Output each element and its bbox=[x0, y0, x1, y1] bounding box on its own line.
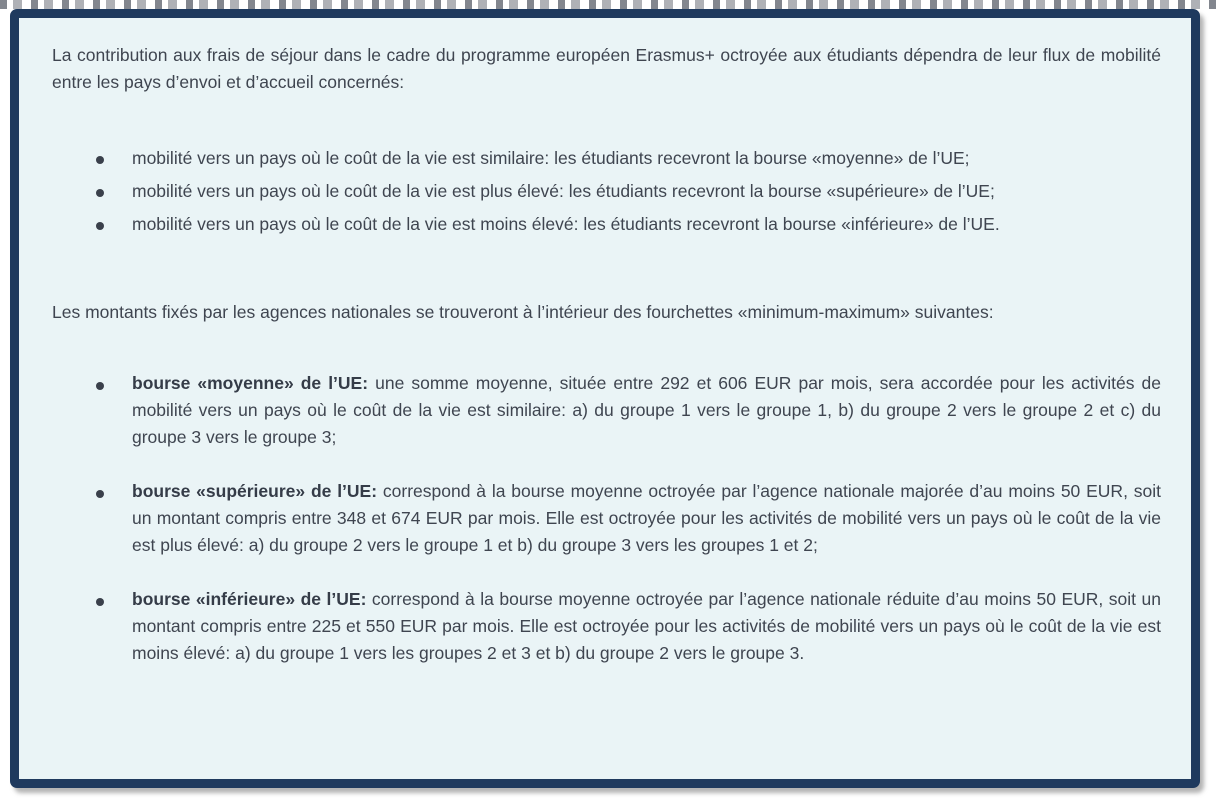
cropped-text-strip bbox=[0, 0, 1216, 9]
list-item-text: mobilité vers un pays où le coût de la vie est moins élevé: les étudiants recevront la bourse «inférieure» de l’UE. bbox=[132, 214, 1000, 234]
list-item bbox=[52, 142, 1161, 175]
mobility-flux-list bbox=[52, 142, 1161, 241]
grant-description: une somme moyenne, située entre 292 et 606 EUR par mois, sera accordée pour les activités de mobilité vers un pays où le coût de la vie est similaire: a) du groupe 1 vers le groupe 1, b) du groupe 2 vers le groupe 2 et c) du groupe 3 vers le groupe 3; bbox=[132, 373, 1161, 447]
bullet-icon bbox=[96, 189, 104, 197]
list-item bbox=[52, 586, 1161, 667]
grant-name-bold: bourse «inférieure» de l’UE: bbox=[132, 589, 367, 609]
grant-ranges-list bbox=[52, 370, 1161, 667]
list-item-text: mobilité vers un pays où le coût de la vie est plus élevé: les étudiants recevront la bourse «supérieure» de l’UE; bbox=[132, 181, 995, 201]
erasmus-grant-info-panel bbox=[10, 9, 1200, 788]
list-item bbox=[52, 208, 1161, 241]
grant-name-bold: bourse «moyenne» de l’UE: bbox=[132, 373, 369, 393]
ranges-paragraph: Les montants fixés par les agences nationales se trouveront à l’intérieur des fourchettes «minimum-maximum» suivantes: bbox=[52, 302, 994, 322]
list-item bbox=[52, 478, 1161, 559]
bullet-icon bbox=[96, 382, 104, 390]
bullet-icon bbox=[96, 490, 104, 498]
bullet-icon bbox=[96, 222, 104, 230]
bullet-icon bbox=[96, 598, 104, 606]
list-item bbox=[52, 175, 1161, 208]
grant-description: correspond à la bourse moyenne octroyée par l’agence nationale réduite d’au moins 50 EUR, soit un montant compris entre 225 et 550 EUR par mois. Elle est octroyée pour les activités de mobilité vers un pays où le coût de la vie est moins élevé: a) du groupe 1 vers les groupes 2 et 3 et b) du groupe 2 vers le groupe 3. bbox=[132, 589, 1161, 663]
grant-description: correspond à la bourse moyenne octroyée par l’agence nationale majorée d’au moins 50 EUR, soit un montant compris entre 348 et 674 EUR par mois. Elle est octroyée pour les activités de mobilité vers un pays où le coût de la vie est plus élevé: a) du groupe 2 vers le groupe 1 et b) du groupe 3 vers les groupes 1 et 2; bbox=[132, 481, 1161, 555]
bullet-icon bbox=[96, 156, 104, 164]
list-item-text: mobilité vers un pays où le coût de la vie est similaire: les étudiants recevront la bourse «moyenne» de l’UE; bbox=[132, 148, 970, 168]
grant-name-bold: bourse «supérieure» de l’UE: bbox=[132, 481, 378, 501]
intro-paragraph: La contribution aux frais de séjour dans le cadre du programme européen Erasmus+ octroyée aux étudiants dépendra de leur flux de mobilité entre les pays d’envoi et d’accueil concernés: bbox=[52, 45, 1161, 92]
list-item bbox=[52, 370, 1161, 451]
